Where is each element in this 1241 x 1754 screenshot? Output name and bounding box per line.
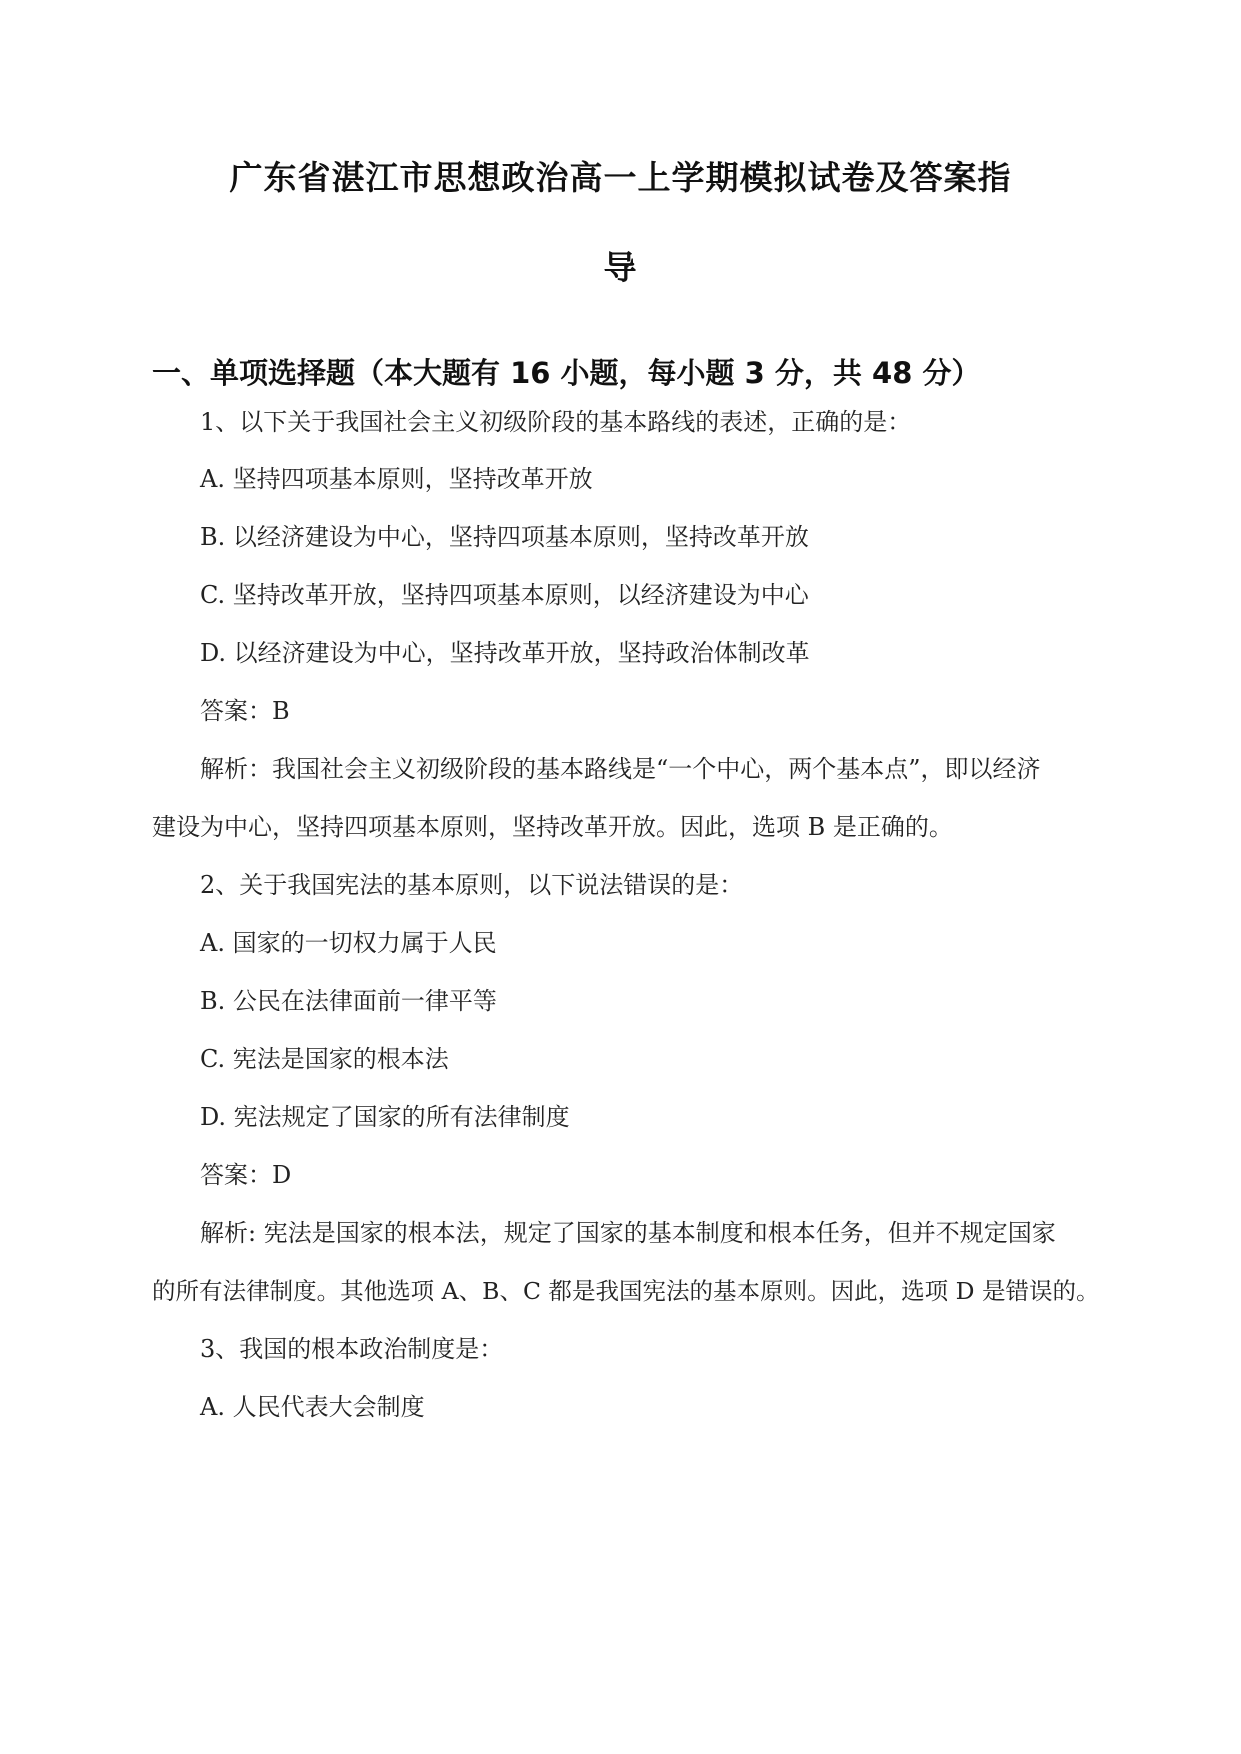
question-3-option-a: A. 人民代表大会制度 [200,1393,425,1421]
question-2-option-a: A. 国家的一切权力属于人民 [200,929,497,957]
question-2-option-c: C. 宪法是国家的根本法 [200,1045,449,1073]
question-2-analysis-line-1: 解析: 宪法是国家的根本法，规定了国家的基本制度和根本任务，但并不规定国家 [200,1219,1056,1247]
question-1-option-d: D. 以经济建设为中心，坚持改革开放，坚持政治体制改革 [200,639,810,667]
document-title-line-2: 导 [603,248,638,287]
question-1-option-a: A. 坚持四项基本原则，坚持改革开放 [200,465,593,493]
question-1-analysis-line-2: 建设为中心，坚持四项基本原则，坚持改革开放。因此，选项 B 是正确的。 [152,813,953,841]
question-1-answer: 答案：B [200,697,290,725]
question-2-option-d: D. 宪法规定了国家的所有法律制度 [200,1103,570,1131]
question-3-stem: 3、我国的根本政治制度是： [200,1335,504,1363]
question-1-option-c: C. 坚持改革开放，坚持四项基本原则，以经济建设为中心 [200,581,809,609]
question-2-option-b: B. 公民在法律面前一律平等 [200,987,497,1015]
document-title-line-1: 广东省湛江市思想政治高一上学期模拟试卷及答案指 [229,158,1012,197]
question-1-option-b: B. 以经济建设为中心，坚持四项基本原则，坚持改革开放 [200,523,809,551]
question-2-analysis-line-2: 的所有法律制度。其他选项 A、B、C 都是我国宪法的基本原则。因此，选项 D 是错误的。 [152,1277,1100,1305]
question-2-answer: 答案：D [200,1161,292,1189]
question-1-analysis-line-1: 解析：我国社会主义初级阶段的基本路线是“一个中心，两个基本点”，即以经济 [200,755,1041,783]
question-1-stem: 1、以下关于我国社会主义初级阶段的基本路线的表述，正确的是： [200,408,912,436]
question-2-stem: 2、关于我国宪法的基本原则，以下说法错误的是： [200,871,744,899]
section-heading: 一、单项选择题（本大题有 16 小题，每小题 3 分，共 48 分） [152,356,981,390]
